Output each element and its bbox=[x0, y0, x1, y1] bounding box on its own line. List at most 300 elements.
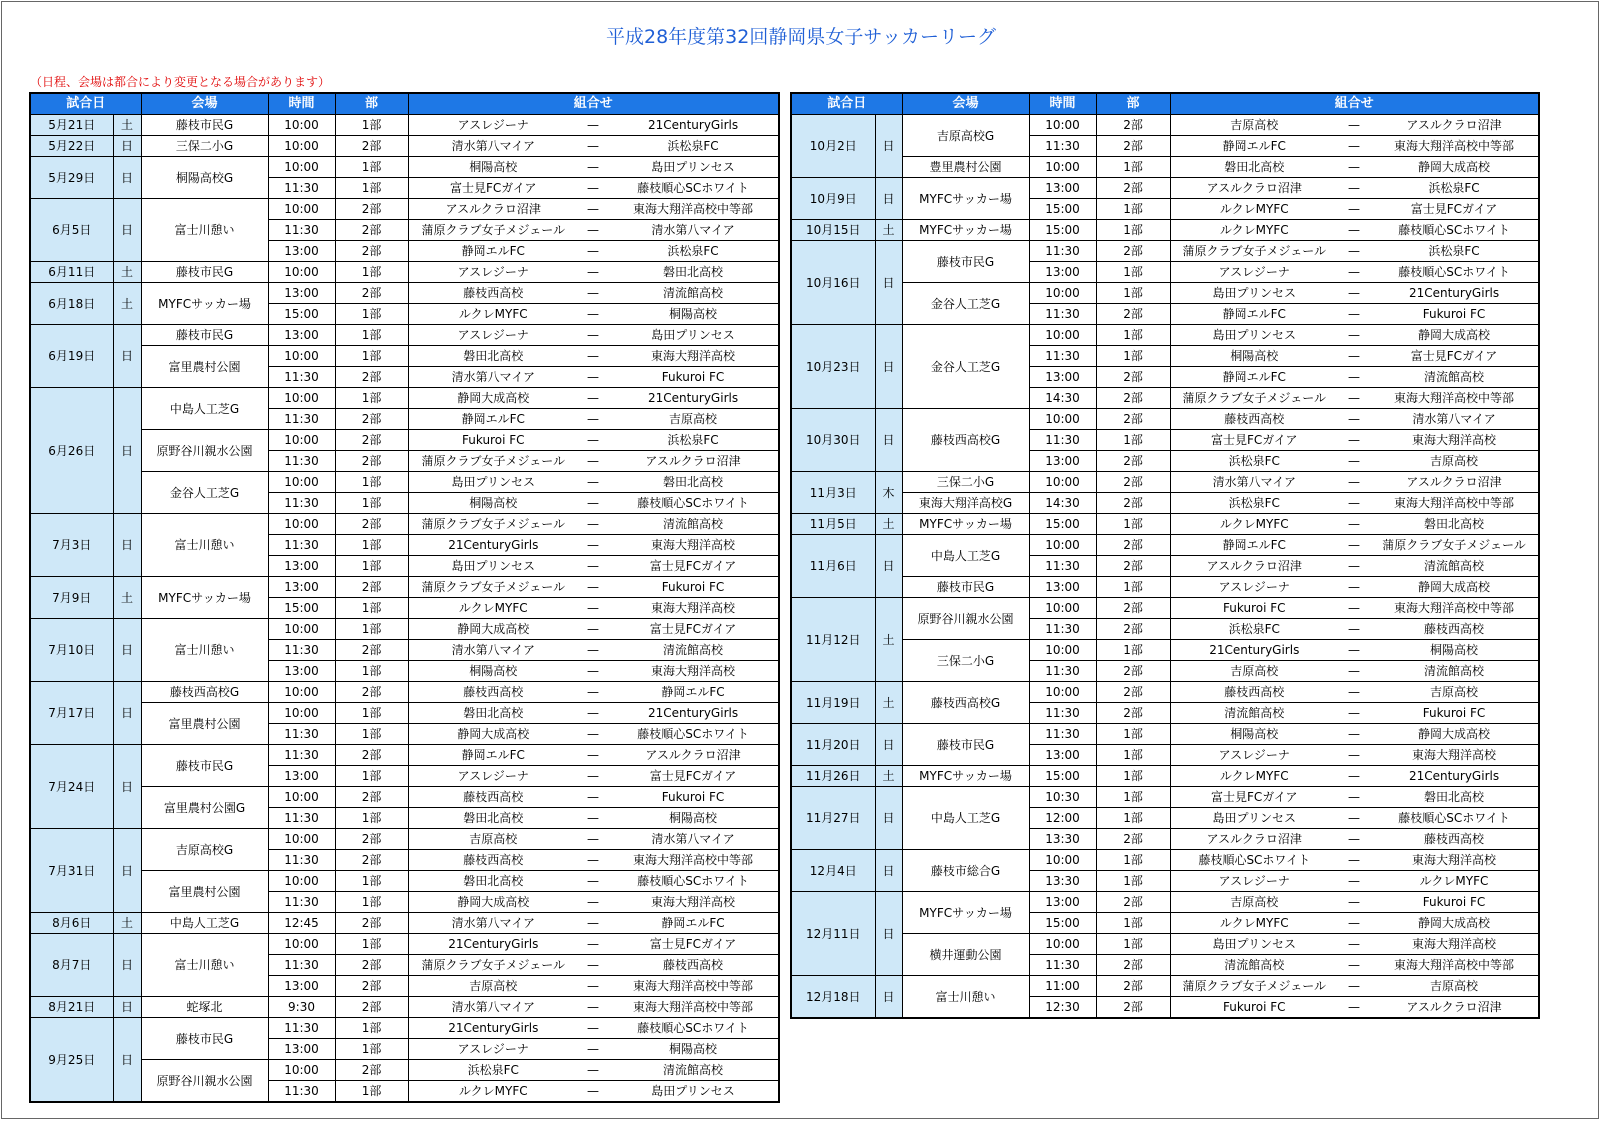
kickoff-time: 13:30 bbox=[1029, 871, 1096, 892]
venue-cell: 富里農村公園G bbox=[141, 787, 268, 829]
kickoff-time: 11:30 bbox=[268, 1081, 335, 1103]
home-team: 磐田北高校 bbox=[408, 703, 578, 724]
match-date: 7月17日 bbox=[30, 682, 113, 745]
division: 2部 bbox=[1096, 388, 1170, 409]
kickoff-time: 13:00 bbox=[1029, 262, 1096, 283]
versus-dash: — bbox=[578, 136, 608, 157]
division: 2部 bbox=[1096, 997, 1170, 1019]
table-row bbox=[791, 934, 1539, 955]
away-team: 富士見FCガイア bbox=[1370, 346, 1539, 367]
away-team: 東海大翔洋高校 bbox=[608, 661, 779, 682]
day-of-week: 日 bbox=[875, 724, 902, 766]
division: 2部 bbox=[335, 640, 408, 661]
home-team: 静岡エルFC bbox=[1170, 136, 1338, 157]
division: 1部 bbox=[1096, 325, 1170, 346]
away-team: 静岡大成高校 bbox=[1370, 325, 1539, 346]
division: 2部 bbox=[1096, 556, 1170, 577]
away-team: 静岡エルFC bbox=[608, 913, 779, 934]
division: 2部 bbox=[335, 136, 408, 157]
home-team: アスレジーナ bbox=[408, 1039, 578, 1060]
match-date: 6月11日 bbox=[30, 262, 113, 283]
home-team: 吉原高校 bbox=[408, 829, 578, 850]
versus-dash: — bbox=[578, 1018, 608, 1039]
versus-dash: — bbox=[578, 325, 608, 346]
match-date: 11月20日 bbox=[791, 724, 875, 766]
match-date: 11月6日 bbox=[791, 535, 875, 598]
kickoff-time: 13:00 bbox=[1029, 745, 1096, 766]
kickoff-time: 11:30 bbox=[268, 724, 335, 745]
away-team: 東海大翔洋高校中等部 bbox=[608, 976, 779, 997]
kickoff-time: 13:00 bbox=[1029, 451, 1096, 472]
division: 1部 bbox=[335, 556, 408, 577]
home-team: アスルクラロ沼津 bbox=[1170, 829, 1338, 850]
kickoff-time: 10:00 bbox=[1029, 115, 1096, 136]
day-of-week: 日 bbox=[113, 514, 141, 577]
venue-cell: MYFCサッカー場 bbox=[902, 766, 1029, 787]
venue-cell: 中島人工芝G bbox=[141, 388, 268, 430]
versus-dash: — bbox=[1338, 997, 1370, 1019]
away-team: Fukuroi FC bbox=[608, 367, 779, 388]
venue-cell: 富士川憩い bbox=[902, 976, 1029, 1019]
home-team: 蒲原クラブ女子メジェール bbox=[1170, 976, 1338, 997]
home-team: 吉原高校 bbox=[1170, 115, 1338, 136]
away-team: 富士見FCガイア bbox=[608, 556, 779, 577]
header-matchup: 組合せ bbox=[408, 93, 779, 115]
kickoff-time: 11:30 bbox=[1029, 430, 1096, 451]
table-row bbox=[791, 178, 1539, 199]
home-team: 静岡エルFC bbox=[1170, 367, 1338, 388]
header-division: 部 bbox=[1096, 93, 1170, 115]
home-team: 清水第八マイア bbox=[408, 997, 578, 1018]
match-date: 6月26日 bbox=[30, 388, 113, 514]
kickoff-time: 15:00 bbox=[1029, 220, 1096, 241]
match-date: 6月5日 bbox=[30, 199, 113, 262]
division: 2部 bbox=[335, 367, 408, 388]
home-team: 藤枝西高校 bbox=[1170, 682, 1338, 703]
kickoff-time: 10:00 bbox=[268, 472, 335, 493]
table-row bbox=[30, 472, 779, 493]
home-team: 富士見FCガイア bbox=[408, 178, 578, 199]
versus-dash: — bbox=[578, 304, 608, 325]
home-team: 静岡エルFC bbox=[1170, 535, 1338, 556]
versus-dash: — bbox=[578, 451, 608, 472]
day-of-week: 土 bbox=[875, 220, 902, 241]
match-date: 11月5日 bbox=[791, 514, 875, 535]
versus-dash: — bbox=[1338, 430, 1370, 451]
venue-cell: 藤枝市民G bbox=[141, 325, 268, 346]
day-of-week: 日 bbox=[113, 934, 141, 997]
table-row bbox=[791, 787, 1539, 808]
kickoff-time: 15:00 bbox=[1029, 913, 1096, 934]
kickoff-time: 11:30 bbox=[1029, 241, 1096, 262]
kickoff-time: 13:30 bbox=[1029, 829, 1096, 850]
division: 1部 bbox=[335, 598, 408, 619]
division: 1部 bbox=[335, 304, 408, 325]
venue-cell: 富里農村公園 bbox=[141, 346, 268, 388]
division: 1部 bbox=[1096, 220, 1170, 241]
day-of-week: 日 bbox=[875, 787, 902, 850]
venue-cell: MYFCサッカー場 bbox=[902, 220, 1029, 241]
away-team: 東海大翔洋高校 bbox=[608, 346, 779, 367]
kickoff-time: 13:00 bbox=[268, 577, 335, 598]
venue-cell: 三保二小G bbox=[902, 640, 1029, 682]
home-team: 静岡大成高校 bbox=[408, 388, 578, 409]
away-team: 藤枝順心SCホワイト bbox=[608, 178, 779, 199]
match-date: 8月6日 bbox=[30, 913, 113, 934]
home-team: 21CenturyGirls bbox=[408, 934, 578, 955]
division: 1部 bbox=[1096, 640, 1170, 661]
kickoff-time: 10:00 bbox=[268, 115, 335, 136]
venue-cell: 富士川憩い bbox=[141, 934, 268, 997]
home-team: 清流館高校 bbox=[1170, 703, 1338, 724]
home-team: 浜松泉FC bbox=[408, 1060, 578, 1081]
away-team: 清流館高校 bbox=[1370, 661, 1539, 682]
versus-dash: — bbox=[578, 115, 608, 136]
versus-dash: — bbox=[1338, 913, 1370, 934]
away-team: 富士見FCガイア bbox=[608, 766, 779, 787]
day-of-week: 土 bbox=[113, 283, 141, 325]
kickoff-time: 13:00 bbox=[268, 976, 335, 997]
table-row bbox=[791, 892, 1539, 913]
versus-dash: — bbox=[1338, 325, 1370, 346]
away-team: 藤枝順心SCホワイト bbox=[1370, 262, 1539, 283]
venue-cell: 富里農村公園 bbox=[141, 871, 268, 913]
division: 1部 bbox=[335, 388, 408, 409]
division: 2部 bbox=[1096, 661, 1170, 682]
home-team: ルクレMYFC bbox=[1170, 199, 1338, 220]
home-team: 21CenturyGirls bbox=[408, 1018, 578, 1039]
kickoff-time: 10:00 bbox=[1029, 640, 1096, 661]
home-team: 島田プリンセス bbox=[408, 472, 578, 493]
day-of-week: 日 bbox=[113, 388, 141, 514]
table-row bbox=[30, 283, 779, 304]
away-team: 静岡大成高校 bbox=[1370, 577, 1539, 598]
match-date: 11月3日 bbox=[791, 472, 875, 514]
kickoff-time: 13:00 bbox=[1029, 178, 1096, 199]
table-row bbox=[30, 514, 779, 535]
away-team: 東海大翔洋高校 bbox=[608, 892, 779, 913]
versus-dash: — bbox=[578, 1060, 608, 1081]
versus-dash: — bbox=[578, 997, 608, 1018]
home-team: アスレジーナ bbox=[408, 115, 578, 136]
division: 1部 bbox=[1096, 871, 1170, 892]
away-team: 桐陽高校 bbox=[608, 304, 779, 325]
home-team: 藤枝西高校 bbox=[408, 283, 578, 304]
home-team: 藤枝西高校 bbox=[408, 787, 578, 808]
home-team: 清水第八マイア bbox=[408, 367, 578, 388]
away-team: 清流館高校 bbox=[1370, 556, 1539, 577]
venue-cell: 三保二小G bbox=[902, 472, 1029, 493]
versus-dash: — bbox=[1338, 976, 1370, 997]
day-of-week: 日 bbox=[113, 136, 141, 157]
versus-dash: — bbox=[1338, 157, 1370, 178]
versus-dash: — bbox=[1338, 934, 1370, 955]
division: 2部 bbox=[335, 577, 408, 598]
division: 1部 bbox=[1096, 745, 1170, 766]
away-team: 島田プリンセス bbox=[608, 157, 779, 178]
versus-dash: — bbox=[578, 661, 608, 682]
match-date: 10月23日 bbox=[791, 325, 875, 409]
division: 1部 bbox=[335, 157, 408, 178]
division: 1部 bbox=[1096, 262, 1170, 283]
away-team: アスルクラロ沼津 bbox=[1370, 115, 1539, 136]
match-date: 12月11日 bbox=[791, 892, 875, 976]
match-date: 11月27日 bbox=[791, 787, 875, 850]
day-of-week: 日 bbox=[113, 619, 141, 682]
versus-dash: — bbox=[1338, 829, 1370, 850]
away-team: 清流館高校 bbox=[1370, 367, 1539, 388]
division: 1部 bbox=[335, 1039, 408, 1060]
header-division: 部 bbox=[335, 93, 408, 115]
away-team: 21CenturyGirls bbox=[1370, 766, 1539, 787]
home-team: 藤枝順心SCホワイト bbox=[1170, 850, 1338, 871]
kickoff-time: 12:30 bbox=[1029, 997, 1096, 1019]
kickoff-time: 10:00 bbox=[1029, 535, 1096, 556]
table-row bbox=[30, 934, 779, 955]
home-team: 静岡エルFC bbox=[408, 241, 578, 262]
away-team: 東海大翔洋高校 bbox=[1370, 430, 1539, 451]
header-time: 時間 bbox=[268, 93, 335, 115]
division: 2部 bbox=[335, 451, 408, 472]
division: 2部 bbox=[1096, 409, 1170, 430]
table-row bbox=[791, 493, 1539, 514]
kickoff-time: 12:00 bbox=[1029, 808, 1096, 829]
division: 2部 bbox=[1096, 178, 1170, 199]
match-date: 11月19日 bbox=[791, 682, 875, 724]
home-team: 浜松泉FC bbox=[1170, 493, 1338, 514]
day-of-week: 土 bbox=[113, 577, 141, 619]
away-team: 浜松泉FC bbox=[608, 430, 779, 451]
table-row bbox=[30, 619, 779, 640]
kickoff-time: 11:30 bbox=[268, 367, 335, 388]
versus-dash: — bbox=[578, 220, 608, 241]
kickoff-time: 11:30 bbox=[1029, 619, 1096, 640]
division: 1部 bbox=[1096, 913, 1170, 934]
versus-dash: — bbox=[578, 1081, 608, 1103]
versus-dash: — bbox=[578, 514, 608, 535]
away-team: 吉原高校 bbox=[1370, 976, 1539, 997]
kickoff-time: 11:30 bbox=[268, 409, 335, 430]
away-team: 東海大翔洋高校中等部 bbox=[1370, 388, 1539, 409]
venue-cell: 藤枝市民G bbox=[902, 724, 1029, 766]
division: 2部 bbox=[335, 955, 408, 976]
table-row bbox=[791, 283, 1539, 304]
home-team: 清水第八マイア bbox=[408, 913, 578, 934]
versus-dash: — bbox=[1338, 241, 1370, 262]
home-team: 吉原高校 bbox=[408, 976, 578, 997]
away-team: 東海大翔洋高校 bbox=[1370, 850, 1539, 871]
division: 1部 bbox=[335, 724, 408, 745]
home-team: 蒲原クラブ女子メジェール bbox=[1170, 241, 1338, 262]
away-team: Fukuroi FC bbox=[608, 577, 779, 598]
table-row bbox=[30, 115, 779, 136]
away-team: 東海大翔洋高校中等部 bbox=[608, 850, 779, 871]
home-team: 21CenturyGirls bbox=[408, 535, 578, 556]
venue-cell: 藤枝市総合G bbox=[902, 850, 1029, 892]
away-team: 東海大翔洋高校 bbox=[1370, 745, 1539, 766]
division: 1部 bbox=[335, 493, 408, 514]
table-row bbox=[30, 745, 779, 766]
kickoff-time: 15:00 bbox=[1029, 199, 1096, 220]
division: 2部 bbox=[335, 430, 408, 451]
division: 2部 bbox=[1096, 493, 1170, 514]
versus-dash: — bbox=[578, 199, 608, 220]
venue-cell: 桐陽高校G bbox=[141, 157, 268, 199]
division: 2部 bbox=[335, 745, 408, 766]
venue-cell: 金谷人工芝G bbox=[902, 283, 1029, 325]
kickoff-time: 10:30 bbox=[1029, 787, 1096, 808]
home-team: アスレジーナ bbox=[408, 766, 578, 787]
versus-dash: — bbox=[578, 493, 608, 514]
division: 1部 bbox=[335, 871, 408, 892]
kickoff-time: 10:00 bbox=[268, 514, 335, 535]
division: 2部 bbox=[1096, 304, 1170, 325]
home-team: アスレジーナ bbox=[408, 325, 578, 346]
versus-dash: — bbox=[578, 976, 608, 997]
away-team: 藤枝西高校 bbox=[1370, 619, 1539, 640]
header-matchup: 組合せ bbox=[1170, 93, 1539, 115]
day-of-week: 土 bbox=[875, 682, 902, 724]
kickoff-time: 11:30 bbox=[268, 850, 335, 871]
home-team: 島田プリンセス bbox=[1170, 934, 1338, 955]
division: 1部 bbox=[335, 661, 408, 682]
versus-dash: — bbox=[578, 808, 608, 829]
home-team: Fukuroi FC bbox=[1170, 997, 1338, 1019]
division: 1部 bbox=[335, 808, 408, 829]
versus-dash: — bbox=[1338, 850, 1370, 871]
versus-dash: — bbox=[578, 367, 608, 388]
kickoff-time: 11:00 bbox=[1029, 976, 1096, 997]
kickoff-time: 10:00 bbox=[268, 703, 335, 724]
away-team: 桐陽高校 bbox=[1370, 640, 1539, 661]
table-row bbox=[791, 724, 1539, 745]
home-team: アスレジーナ bbox=[1170, 577, 1338, 598]
match-date: 7月10日 bbox=[30, 619, 113, 682]
venue-cell: MYFCサッカー場 bbox=[902, 514, 1029, 535]
table-row bbox=[30, 682, 779, 703]
kickoff-time: 10:00 bbox=[1029, 682, 1096, 703]
division: 2部 bbox=[335, 514, 408, 535]
venue-cell: 藤枝市民G bbox=[141, 262, 268, 283]
day-of-week: 日 bbox=[875, 115, 902, 178]
kickoff-time: 11:30 bbox=[268, 493, 335, 514]
versus-dash: — bbox=[578, 640, 608, 661]
division: 2部 bbox=[1096, 703, 1170, 724]
venue-cell: 横井運動公園 bbox=[902, 934, 1029, 976]
versus-dash: — bbox=[1338, 262, 1370, 283]
versus-dash: — bbox=[1338, 619, 1370, 640]
home-team: 浜松泉FC bbox=[1170, 619, 1338, 640]
match-date: 6月18日 bbox=[30, 283, 113, 325]
home-team: 蒲原クラブ女子メジェール bbox=[408, 451, 578, 472]
away-team: 東海大翔洋高校 bbox=[1370, 934, 1539, 955]
away-team: 東海大翔洋高校中等部 bbox=[608, 997, 779, 1018]
versus-dash: — bbox=[1338, 787, 1370, 808]
division: 1部 bbox=[1096, 766, 1170, 787]
away-team: 島田プリンセス bbox=[608, 325, 779, 346]
home-team: Fukuroi FC bbox=[408, 430, 578, 451]
match-date: 8月7日 bbox=[30, 934, 113, 997]
kickoff-time: 13:00 bbox=[1029, 367, 1096, 388]
versus-dash: — bbox=[1338, 724, 1370, 745]
kickoff-time: 10:00 bbox=[268, 430, 335, 451]
home-team: アスレジーナ bbox=[1170, 745, 1338, 766]
division: 1部 bbox=[335, 934, 408, 955]
day-of-week: 日 bbox=[113, 199, 141, 262]
away-team: アスルクラロ沼津 bbox=[1370, 997, 1539, 1019]
home-team: ルクレMYFC bbox=[408, 598, 578, 619]
versus-dash: — bbox=[1338, 598, 1370, 619]
division: 2部 bbox=[335, 220, 408, 241]
division: 1部 bbox=[1096, 934, 1170, 955]
kickoff-time: 10:00 bbox=[1029, 409, 1096, 430]
day-of-week: 日 bbox=[113, 1018, 141, 1103]
versus-dash: — bbox=[1338, 388, 1370, 409]
table-row bbox=[30, 871, 779, 892]
away-team: Fukuroi FC bbox=[1370, 703, 1539, 724]
day-of-week: 日 bbox=[113, 829, 141, 913]
kickoff-time: 14:30 bbox=[1029, 493, 1096, 514]
kickoff-time: 15:00 bbox=[1029, 514, 1096, 535]
home-team: 島田プリンセス bbox=[1170, 283, 1338, 304]
away-team: 藤枝西高校 bbox=[1370, 829, 1539, 850]
home-team: 静岡大成高校 bbox=[408, 724, 578, 745]
kickoff-time: 10:00 bbox=[268, 199, 335, 220]
away-team: 東海大翔洋高校中等部 bbox=[1370, 955, 1539, 976]
away-team: 浜松泉FC bbox=[608, 136, 779, 157]
versus-dash: — bbox=[578, 934, 608, 955]
division: 1部 bbox=[1096, 430, 1170, 451]
venue-cell: 金谷人工芝G bbox=[141, 472, 268, 514]
kickoff-time: 10:00 bbox=[268, 1060, 335, 1081]
venue-cell: 藤枝西高校G bbox=[141, 682, 268, 703]
away-team: 浜松泉FC bbox=[1370, 241, 1539, 262]
home-team: 磐田北高校 bbox=[408, 871, 578, 892]
away-team: 東海大翔洋高校中等部 bbox=[608, 199, 779, 220]
venue-cell: 藤枝市民G bbox=[902, 577, 1029, 598]
division: 1部 bbox=[335, 346, 408, 367]
kickoff-time: 13:00 bbox=[268, 661, 335, 682]
division: 1部 bbox=[1096, 808, 1170, 829]
away-team: 富士見FCガイア bbox=[1370, 199, 1539, 220]
table-row bbox=[791, 157, 1539, 178]
home-team: 清水第八マイア bbox=[408, 640, 578, 661]
division: 2部 bbox=[1096, 535, 1170, 556]
kickoff-time: 11:30 bbox=[268, 808, 335, 829]
versus-dash: — bbox=[1338, 808, 1370, 829]
away-team: アスルクラロ沼津 bbox=[608, 745, 779, 766]
venue-cell: MYFCサッカー場 bbox=[902, 178, 1029, 220]
versus-dash: — bbox=[578, 892, 608, 913]
table-row bbox=[30, 262, 779, 283]
versus-dash: — bbox=[578, 955, 608, 976]
match-date: 7月3日 bbox=[30, 514, 113, 577]
away-team: Fukuroi FC bbox=[1370, 892, 1539, 913]
home-team: 吉原高校 bbox=[1170, 892, 1338, 913]
division: 1部 bbox=[335, 472, 408, 493]
away-team: 21CenturyGirls bbox=[608, 115, 779, 136]
versus-dash: — bbox=[1338, 451, 1370, 472]
home-team: 桐陽高校 bbox=[1170, 724, 1338, 745]
match-date: 7月9日 bbox=[30, 577, 113, 619]
venue-cell: MYFCサッカー場 bbox=[141, 283, 268, 325]
home-team: 藤枝西高校 bbox=[1170, 409, 1338, 430]
kickoff-time: 11:30 bbox=[1029, 724, 1096, 745]
versus-dash: — bbox=[578, 682, 608, 703]
home-team: 静岡エルFC bbox=[1170, 304, 1338, 325]
home-team: アスレジーナ bbox=[1170, 871, 1338, 892]
division: 1部 bbox=[1096, 514, 1170, 535]
